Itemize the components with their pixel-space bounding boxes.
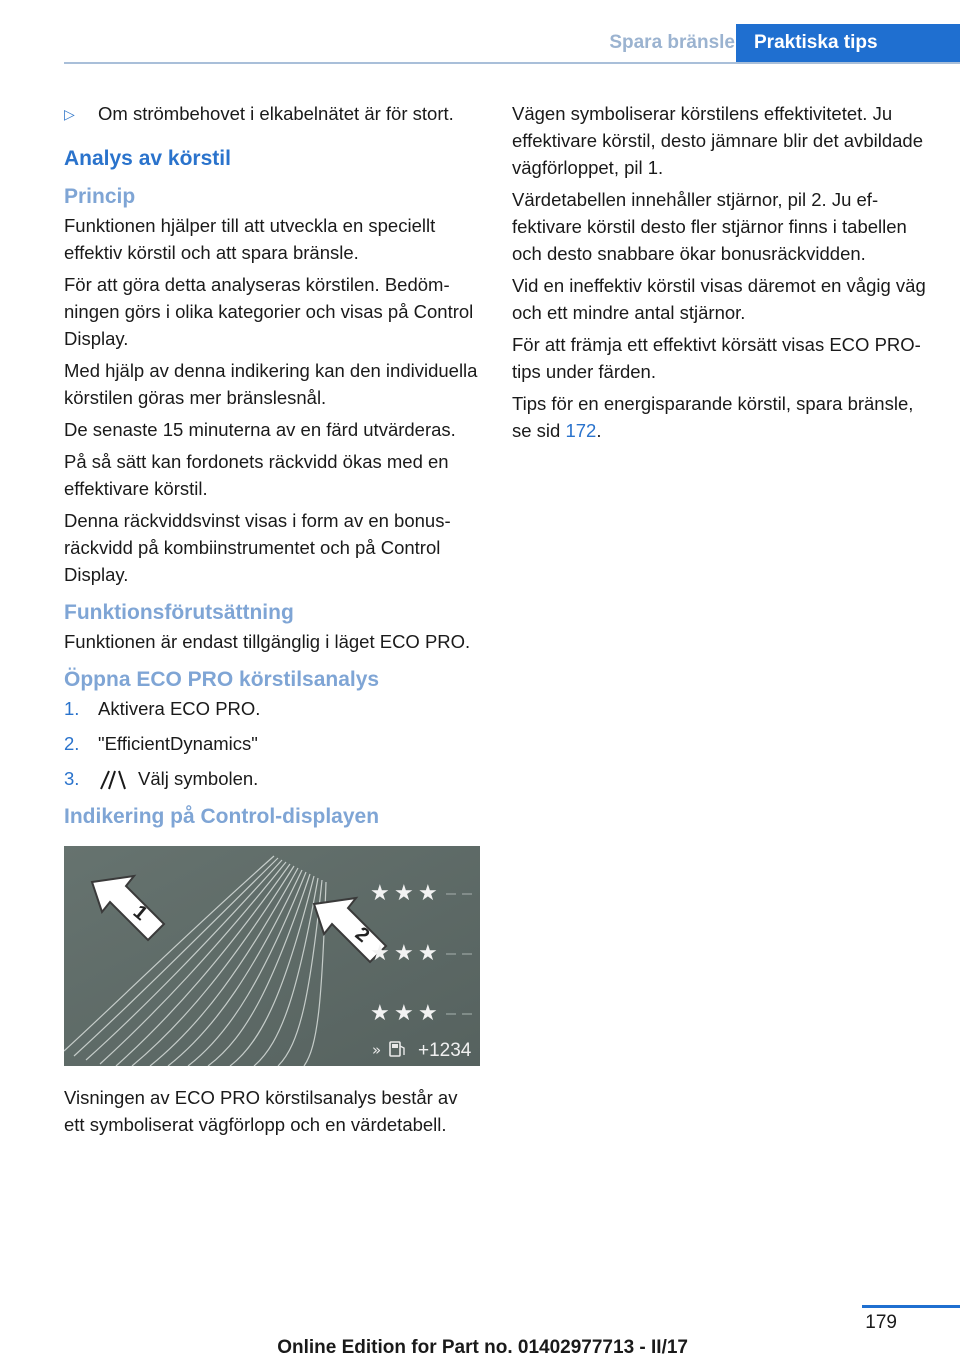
bullet-item [64, 100, 480, 128]
chevrons-icon: » [372, 1041, 382, 1059]
paragraph: Med hjälp av denna indikering kan den individuella körstilen göras mer bränslesnål. [64, 360, 478, 408]
heading-oppna-eco-pro: Öppna ECO PRO körstilsanalys [64, 668, 380, 691]
star-rows [370, 881, 438, 1026]
page-reference-link[interactable]: 172 [565, 420, 597, 441]
arrow-1-label: 1 [128, 900, 152, 925]
star-icon: ★ [394, 881, 414, 906]
edition-footer: Online Edition for Part no. 01402977713 - II/17 [277, 1337, 688, 1358]
header-rule [64, 62, 960, 64]
step-text: Välj symbolen. [138, 768, 259, 789]
paragraph: Funktionen hjälper till att utveckla en speciellt effektiv körstil och att spara bränsle. [64, 215, 436, 263]
triangle-bullet-icon: ▷ [64, 106, 75, 122]
paragraph: För att göra detta analyseras körstilen. Bedömningen görs i olika kategorier och visas på Control Display. [64, 274, 474, 349]
list-item [64, 765, 480, 792]
footer-rule [862, 1305, 960, 1308]
page-number: 179 [865, 1312, 897, 1333]
star-icon: ★ [418, 1001, 438, 1026]
star-icon: ★ [418, 941, 438, 966]
star-icon: ★ [370, 941, 390, 966]
heading-analys: Analys av körstil [64, 147, 231, 170]
header-chapter-tab: Praktiska tips [736, 24, 960, 62]
list-item [64, 695, 480, 722]
paragraph: För att främja ett effektivt körsätt visas ECO PRO-tips under färden. [512, 334, 921, 382]
left-column [64, 100, 480, 1143]
heading-princip: Princip [64, 185, 136, 208]
heading-funktionsforutsattning: Funktionsförutsättning [64, 601, 294, 624]
steps-list [64, 695, 480, 792]
paragraph: På så sätt kan fordonets räckvidd ökas med en effektivare körstil. [64, 451, 449, 499]
figure-caption: Visningen av ECO PRO körstilsanalys består av ett symboliserat vägförlopp och en värdetabell. [64, 1087, 458, 1135]
step-number: 1. [64, 698, 80, 719]
paragraph [512, 390, 928, 444]
step-text: Aktivera ECO PRO. [98, 698, 261, 719]
list-item [64, 730, 480, 757]
paragraph: Funktionen är endast tillgänglig i läget ECO PRO. [64, 631, 471, 652]
step-number: 3. [64, 768, 80, 789]
paragraph: Vid en ineffektiv körstil visas däremot en vågig väg och ett mindre antal stjärnor. [512, 275, 926, 323]
paragraph: De senaste 15 minuterna av en färd utvärderas. [64, 419, 456, 440]
right-column [512, 100, 928, 449]
header-section-tab: Spara bränsle [609, 32, 735, 53]
heading-indikering: Indikering på Control-displayen [64, 805, 380, 828]
star-icon: ★ [370, 1001, 390, 1026]
tips-end: . [596, 420, 602, 441]
star-icon: ★ [418, 881, 438, 906]
step-number: 2. [64, 733, 80, 754]
paragraph: Vägen symboliserar körstilens effektivitetet. Ju effektivare körstil, desto jämnare blir det avbildade vägförloppet, pil 1. [512, 103, 923, 178]
paragraph: Denna räckviddsvinst visas i form av en bonusräckvidd på kombiinstrumentet och på Control Display. [64, 510, 451, 585]
road-symbol-icon [98, 769, 128, 791]
eco-pro-display-figure [64, 846, 480, 1066]
bullet-text: Om strömbehovet i elkabelnätet är för stort. [98, 103, 454, 124]
step-text: "EfficientDynamics" [98, 733, 258, 754]
star-icon: ★ [394, 1001, 414, 1026]
bonus-range-value: +1234 [418, 1040, 472, 1061]
star-icon: ★ [370, 881, 390, 906]
paragraph: Värdetabellen innehåller stjärnor, pil 2. Ju effektivare körstil desto fler stjärnor finns i tabellen och desto snabbare ökar bonusräckvidden. [512, 189, 907, 264]
display-illustration [64, 846, 480, 1066]
arrow-2-label: 2 [350, 922, 374, 947]
tips-text: Tips för en energisparande körstil, spara bränsle, se sid [512, 393, 914, 441]
star-icon: ★ [394, 941, 414, 966]
